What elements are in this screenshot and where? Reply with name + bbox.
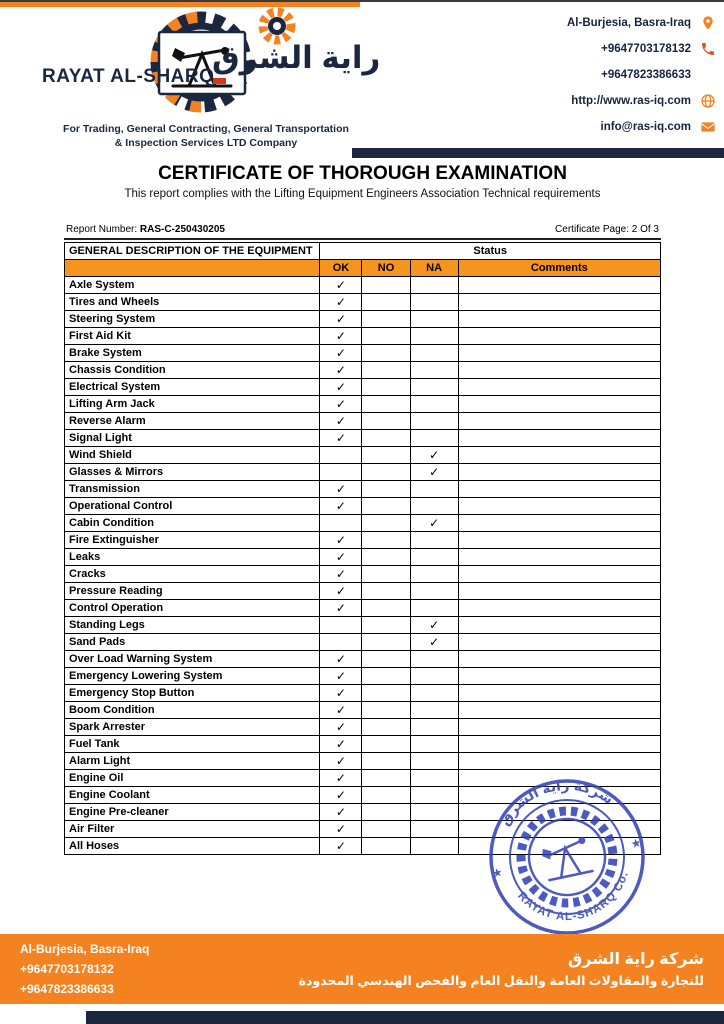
equipment-label-cell: Wind Shield [65, 447, 320, 464]
equipment-label-cell: Air Filter [65, 821, 320, 838]
na-check-cell [410, 583, 458, 600]
equipment-row [65, 634, 661, 651]
no-check-cell [362, 651, 410, 668]
report-number-label: Report Number: [66, 224, 138, 235]
na-check-cell [410, 753, 458, 770]
na-check-cell: ✓ [410, 617, 458, 634]
na-check-cell: ✓ [410, 464, 458, 481]
ok-check-cell: ✓ [320, 787, 362, 804]
ok-check-cell: ✓ [320, 566, 362, 583]
ok-check-cell: ✓ [320, 702, 362, 719]
ok-check-cell: ✓ [320, 736, 362, 753]
na-check-cell [410, 719, 458, 736]
contact-address-text: Al-Burjesia, Basra-Iraq [567, 17, 691, 29]
na-check-cell [410, 600, 458, 617]
equipment-row [65, 447, 661, 464]
na-check-cell [410, 787, 458, 804]
no-check-cell [362, 787, 410, 804]
no-check-cell [362, 362, 410, 379]
equipment-label-cell: Control Operation [65, 600, 320, 617]
equipment-label-cell: Standing Legs [65, 617, 320, 634]
equipment-row [65, 549, 661, 566]
equipment-row [65, 617, 661, 634]
equipment-label-cell: Cabin Condition [65, 515, 320, 532]
footer [0, 934, 724, 1004]
comment-cell [458, 634, 660, 651]
equipment-table-body [65, 277, 661, 855]
ok-check-cell: ✓ [320, 600, 362, 617]
equipment-label-cell: Brake System [65, 345, 320, 362]
equipment-label-cell: Steering System [65, 311, 320, 328]
equipment-row [65, 600, 661, 617]
comment-cell [458, 651, 660, 668]
ok-check-cell: ✓ [320, 549, 362, 566]
ok-check-cell: ✓ [320, 345, 362, 362]
stamp-english-text: RAYAT AL-SHARQ Co. [515, 869, 631, 924]
ok-check-cell: ✓ [320, 328, 362, 345]
equipment-label-cell: Transmission [65, 481, 320, 498]
comment-cell [458, 600, 660, 617]
na-check-cell [410, 532, 458, 549]
na-check-cell: ✓ [410, 634, 458, 651]
equipment-label-cell: Pressure Reading [65, 583, 320, 600]
no-check-cell [362, 481, 410, 498]
contact-list [567, 14, 716, 136]
contact-website-row [571, 92, 716, 110]
no-check-cell [362, 498, 410, 515]
contact-website-text: http://www.ras-iq.com [571, 95, 691, 107]
no-check-cell [362, 634, 410, 651]
equipment-row [65, 685, 661, 702]
company-name-ar: راية الشرق [212, 40, 381, 75]
ok-check-cell: ✓ [320, 498, 362, 515]
no-check-cell [362, 753, 410, 770]
no-check-cell [362, 328, 410, 345]
no-check-cell [362, 600, 410, 617]
ok-check-cell: ✓ [320, 685, 362, 702]
comment-cell [458, 787, 660, 804]
footer-services-arabic: للتجارة والمقاولات العامة والنقل العام والفحص الهندسي المحدودة [298, 973, 704, 988]
ok-check-cell [320, 617, 362, 634]
stamp-star-left: ★ [490, 864, 504, 881]
equipment-row [65, 413, 661, 430]
equipment-label-cell: Chassis Condition [65, 362, 320, 379]
equipment-label-cell: Boom Condition [65, 702, 320, 719]
equipment-row [65, 294, 661, 311]
ok-check-cell: ✓ [320, 770, 362, 787]
equipment-label-cell: Spark Arrester [65, 719, 320, 736]
ok-check-cell: ✓ [320, 821, 362, 838]
equipment-label-cell: Engine Oil [65, 770, 320, 787]
no-check-cell [362, 685, 410, 702]
description-header: GENERAL DESCRIPTION OF THE EQUIPMENT [65, 243, 320, 260]
equipment-label-cell: Engine Coolant [65, 787, 320, 804]
equipment-row [65, 821, 661, 838]
comment-cell [458, 345, 660, 362]
ok-check-cell: ✓ [320, 362, 362, 379]
no-check-cell [362, 668, 410, 685]
ok-check-cell: ✓ [320, 719, 362, 736]
ok-check-cell: ✓ [320, 379, 362, 396]
equipment-label-cell: Fire Extinguisher [65, 532, 320, 549]
comment-cell [458, 821, 660, 838]
footer-address: Al-Burjesia, Basra-Iraq [20, 942, 150, 956]
stamp-arabic-text: شركة راية الشرق [496, 776, 617, 829]
ok-check-cell: ✓ [320, 294, 362, 311]
equipment-row [65, 753, 661, 770]
equipment-label-cell: First Aid Kit [65, 328, 320, 345]
contact-address-row [567, 14, 716, 32]
table-header-row [65, 243, 661, 260]
footer-phone2: +9647823386633 [20, 982, 114, 996]
no-check-cell [362, 821, 410, 838]
ok-check-cell: ✓ [320, 277, 362, 294]
no-check-cell [362, 447, 410, 464]
table-subheader-row [65, 260, 661, 277]
no-check-cell [362, 379, 410, 396]
na-check-cell [410, 651, 458, 668]
equipment-label-cell: Glasses & Mirrors [65, 464, 320, 481]
no-check-cell [362, 464, 410, 481]
no-check-cell [362, 702, 410, 719]
na-check-cell [410, 838, 458, 855]
comment-cell [458, 498, 660, 515]
footer-phone1: +9647703178132 [20, 962, 114, 976]
comment-cell [458, 770, 660, 787]
na-check-cell [410, 277, 458, 294]
stamp-star-right: ★ [629, 835, 643, 852]
na-check-cell [410, 498, 458, 515]
no-check-cell [362, 736, 410, 753]
comment-cell [458, 277, 660, 294]
contact-email-row [601, 118, 716, 136]
ok-check-cell: ✓ [320, 651, 362, 668]
equipment-row [65, 481, 661, 498]
email-icon [699, 119, 716, 136]
certificate-subtitle: This report complies with the Lifting Equipment Engineers Association Technical requirements [124, 188, 601, 200]
equipment-label-cell: Electrical System [65, 379, 320, 396]
tagline-line1: For Trading, General Contracting, General Transportation [63, 123, 349, 135]
comment-cell [458, 413, 660, 430]
na-check-cell [410, 430, 458, 447]
comment-cell [458, 804, 660, 821]
na-check-cell: ✓ [410, 515, 458, 532]
comment-cell [458, 617, 660, 634]
ok-check-cell: ✓ [320, 804, 362, 821]
equipment-row [65, 770, 661, 787]
comment-cell [458, 753, 660, 770]
na-check-cell [410, 770, 458, 787]
comment-cell [458, 668, 660, 685]
contact-phone2-row [601, 66, 716, 84]
contact-phone1-row [601, 40, 716, 58]
ok-check-cell: ✓ [320, 481, 362, 498]
comment-cell [458, 311, 660, 328]
company-tagline [36, 122, 376, 150]
comment-cell [458, 328, 660, 345]
footer-contact-block [20, 939, 149, 999]
report-info-row [64, 224, 661, 240]
certificate-page-indicator: Certificate Page: 2 Of 3 [555, 224, 659, 235]
na-check-cell [410, 702, 458, 719]
comment-cell [458, 379, 660, 396]
na-check-cell [410, 328, 458, 345]
column-header-na: NA [410, 260, 458, 277]
no-check-cell [362, 770, 410, 787]
na-check-cell [410, 396, 458, 413]
certificate-content [64, 163, 661, 855]
company-logo [36, 6, 381, 158]
contact-email-text: info@ras-iq.com [600, 121, 691, 133]
equipment-label-cell: Emergency Lowering System [65, 668, 320, 685]
comment-cell [458, 481, 660, 498]
no-check-cell [362, 804, 410, 821]
subheader-blank-cell [65, 260, 320, 277]
no-check-cell [362, 294, 410, 311]
comment-cell [458, 464, 660, 481]
location-pin-icon [699, 15, 716, 32]
ok-check-cell: ✓ [320, 532, 362, 549]
na-check-cell [410, 668, 458, 685]
equipment-label-cell: Signal Light [65, 430, 320, 447]
ok-check-cell: ✓ [320, 430, 362, 447]
comment-cell [458, 294, 660, 311]
ok-check-cell: ✓ [320, 396, 362, 413]
equipment-row [65, 787, 661, 804]
equipment-label-cell: Alarm Light [65, 753, 320, 770]
no-check-cell [362, 566, 410, 583]
ok-check-cell: ✓ [320, 413, 362, 430]
no-check-cell [362, 413, 410, 430]
na-check-cell [410, 481, 458, 498]
equipment-label-cell: Reverse Alarm [65, 413, 320, 430]
equipment-row [65, 804, 661, 821]
equipment-row [65, 328, 661, 345]
na-check-cell [410, 379, 458, 396]
header-divider-bar [352, 148, 724, 158]
equipment-row [65, 566, 661, 583]
equipment-label-cell: Emergency Stop Button [65, 685, 320, 702]
equipment-row [65, 311, 661, 328]
tagline-line2: & Inspection Services LTD Company [114, 137, 298, 149]
equipment-label-cell: Engine Pre-cleaner [65, 804, 320, 821]
footer-company-arabic: شركة راية الشرق [567, 950, 704, 968]
contact-phone1-text: +9647703178132 [601, 43, 691, 55]
comment-cell [458, 549, 660, 566]
no-check-cell [362, 430, 410, 447]
no-check-cell [362, 345, 410, 362]
comment-cell [458, 515, 660, 532]
equipment-label-cell: Axle System [65, 277, 320, 294]
na-check-cell [410, 736, 458, 753]
bottom-navy-bar [86, 1011, 724, 1024]
equipment-label-cell: Lifting Arm Jack [65, 396, 320, 413]
equipment-row [65, 498, 661, 515]
comment-cell [458, 430, 660, 447]
comment-cell [458, 362, 660, 379]
equipment-row [65, 277, 661, 294]
comment-cell [458, 685, 660, 702]
comment-cell [458, 583, 660, 600]
equipment-row [65, 736, 661, 753]
ok-check-cell [320, 464, 362, 481]
na-check-cell [410, 311, 458, 328]
phone2-icon-spacer [699, 67, 716, 84]
no-check-cell [362, 549, 410, 566]
no-check-cell [362, 583, 410, 600]
report-number [66, 224, 225, 235]
equipment-row [65, 719, 661, 736]
ok-check-cell: ✓ [320, 753, 362, 770]
certificate-title: CERTIFICATE OF THOROUGH EXAMINATION [158, 163, 567, 184]
no-check-cell [362, 515, 410, 532]
contact-phone2-text: +9647823386633 [601, 69, 691, 81]
equipment-row [65, 532, 661, 549]
globe-icon [699, 93, 716, 110]
column-header-comments: Comments [458, 260, 660, 277]
status-header: Status [320, 243, 661, 260]
equipment-row [65, 702, 661, 719]
no-check-cell [362, 396, 410, 413]
na-check-cell [410, 549, 458, 566]
comment-cell [458, 719, 660, 736]
no-check-cell [362, 532, 410, 549]
equipment-row [65, 362, 661, 379]
na-check-cell [410, 362, 458, 379]
ok-check-cell: ✓ [320, 668, 362, 685]
column-header-ok: OK [320, 260, 362, 277]
comment-cell [458, 736, 660, 753]
no-check-cell [362, 617, 410, 634]
equipment-row [65, 651, 661, 668]
svg-text:RAYAT AL-SHARQ Co. [514, 868, 639, 934]
ok-check-cell: ✓ [320, 838, 362, 855]
na-check-cell [410, 685, 458, 702]
na-check-cell [410, 804, 458, 821]
na-check-cell [410, 821, 458, 838]
comment-cell [458, 532, 660, 549]
column-header-no: NO [362, 260, 410, 277]
equipment-row [65, 838, 661, 855]
phone-icon [699, 41, 716, 58]
ok-check-cell: ✓ [320, 583, 362, 600]
equipment-label-cell: Tires and Wheels [65, 294, 320, 311]
equipment-row [65, 515, 661, 532]
na-check-cell [410, 566, 458, 583]
ok-check-cell [320, 634, 362, 651]
na-check-cell: ✓ [410, 447, 458, 464]
equipment-row [65, 464, 661, 481]
ok-check-cell [320, 515, 362, 532]
equipment-table [64, 242, 661, 855]
no-check-cell [362, 277, 410, 294]
equipment-label-cell: Sand Pads [65, 634, 320, 651]
ok-check-cell: ✓ [320, 311, 362, 328]
comment-cell [458, 396, 660, 413]
comment-cell [458, 447, 660, 464]
equipment-label-cell: Cracks [65, 566, 320, 583]
comment-cell [458, 838, 660, 855]
equipment-row [65, 379, 661, 396]
equipment-label-cell: Over Load Warning System [65, 651, 320, 668]
no-check-cell [362, 311, 410, 328]
na-check-cell [410, 413, 458, 430]
na-check-cell [410, 345, 458, 362]
company-name-en: RAYAT AL-SHARQ [42, 66, 215, 87]
equipment-row [65, 583, 661, 600]
no-check-cell [362, 838, 410, 855]
equipment-label-cell: All Hoses [65, 838, 320, 855]
ok-check-cell [320, 447, 362, 464]
no-check-cell [362, 719, 410, 736]
footer-arabic-block [299, 948, 704, 991]
equipment-row [65, 430, 661, 447]
report-number-value: RAS-C-250430205 [139, 224, 225, 235]
na-check-cell [410, 294, 458, 311]
equipment-row [65, 345, 661, 362]
equipment-label-cell: Fuel Tank [65, 736, 320, 753]
comment-cell [458, 702, 660, 719]
equipment-label-cell: Operational Control [65, 498, 320, 515]
equipment-label-cell: Leaks [65, 549, 320, 566]
equipment-row [65, 396, 661, 413]
comment-cell [458, 566, 660, 583]
equipment-row [65, 668, 661, 685]
